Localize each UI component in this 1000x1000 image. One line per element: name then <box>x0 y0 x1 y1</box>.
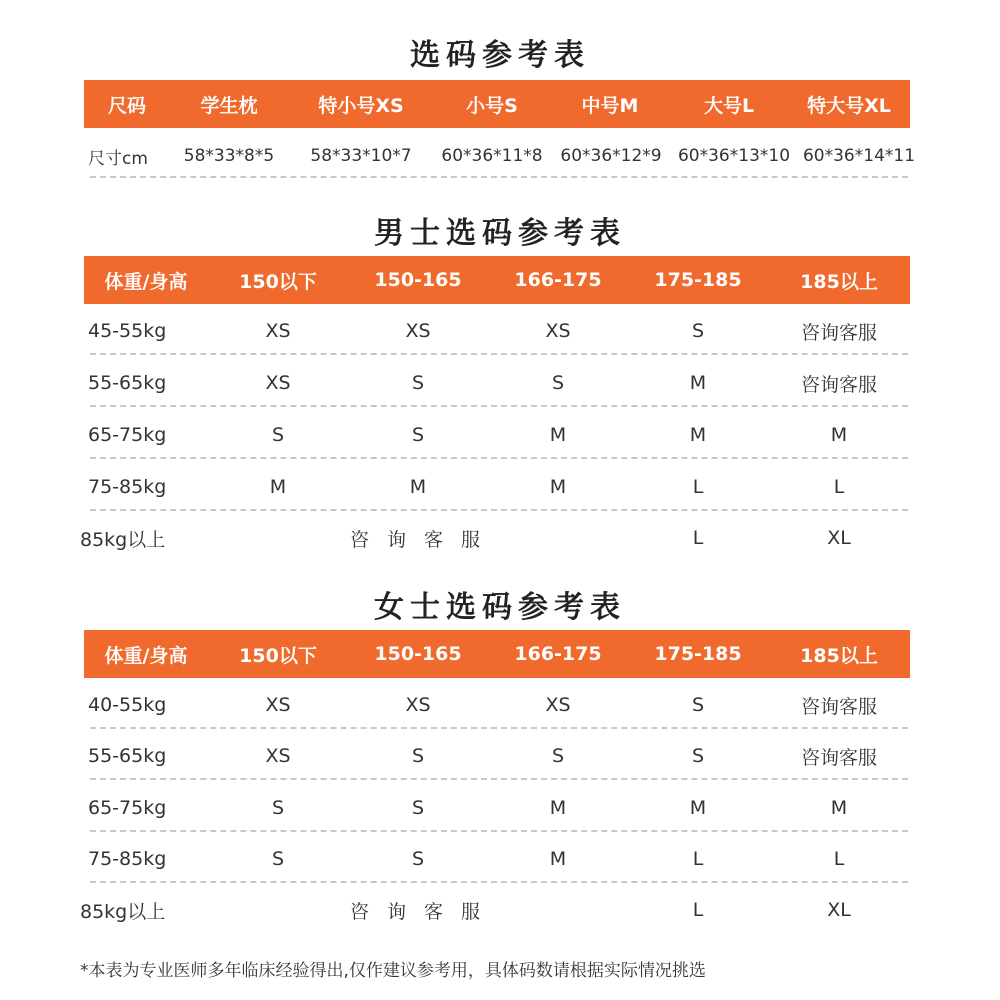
divider <box>90 353 908 355</box>
header-cell: 体重/身高 <box>104 270 188 293</box>
divider <box>90 509 908 511</box>
header-cell: 166-175 <box>514 643 602 665</box>
header-cell: 尺码 <box>107 94 146 117</box>
women-table-header <box>84 630 910 678</box>
table-cell: S <box>271 424 285 446</box>
men-table-title: 男士选码参考表 <box>374 216 626 251</box>
divider <box>90 778 908 780</box>
table-cell: 60*36*11*8 <box>441 146 543 166</box>
table-cell: M <box>269 476 287 498</box>
row-label: 尺寸cm <box>88 148 148 169</box>
table-cell: XS <box>405 320 431 342</box>
table-cell: XS <box>265 745 291 767</box>
header-cell: 175-185 <box>654 269 742 291</box>
table-cell: L <box>833 848 845 870</box>
span-cell: 咨询客服 <box>349 900 498 923</box>
table-cell: M <box>549 476 567 498</box>
row-label: 75-85kg <box>88 476 167 498</box>
footnote: *本表为专业医师多年临床经验得出,仅作建议参考用，具体码数请根据实际情况挑选 <box>80 961 706 981</box>
women-table-title: 女士选码参考表 <box>374 590 626 625</box>
row-label: 65-75kg <box>88 797 167 819</box>
divider <box>90 830 908 832</box>
table-row <box>84 131 916 181</box>
header-cell: 166-175 <box>514 269 602 291</box>
table-cell: S <box>271 797 285 819</box>
row-label: 75-85kg <box>88 848 167 870</box>
table-cell: S <box>411 424 425 446</box>
table-cell: M <box>549 797 567 819</box>
table-row <box>80 513 910 563</box>
table-cell: S <box>411 848 425 870</box>
table-cell: XL <box>827 527 851 549</box>
table-cell: XS <box>545 694 571 716</box>
table-cell: L <box>692 476 704 498</box>
header-cell: 175-185 <box>654 643 742 665</box>
header-cell: 150-165 <box>374 269 462 291</box>
row-label: 85kg以上 <box>80 528 166 551</box>
header-cell: 小号S <box>466 94 518 117</box>
table-cell: M <box>830 424 848 446</box>
table-cell: S <box>691 320 705 342</box>
header-cell: 185以上 <box>800 270 878 293</box>
table-cell: M <box>409 476 427 498</box>
table-cell: 咨询客服 <box>800 746 877 769</box>
size-table-header <box>84 80 910 128</box>
table-cell: XS <box>265 694 291 716</box>
table-cell: L <box>833 476 845 498</box>
table-row <box>84 783 910 833</box>
header-cell: 150-165 <box>374 643 462 665</box>
row-label: 45-55kg <box>88 320 167 342</box>
table-row <box>84 731 910 781</box>
table-cell: 58*33*8*5 <box>183 146 275 166</box>
header-cell: 150以下 <box>239 644 317 667</box>
table-cell: XS <box>265 320 291 342</box>
header-cell: 体重/身高 <box>104 644 188 667</box>
table-cell: S <box>691 694 705 716</box>
table-cell: 58*33*10*7 <box>310 146 412 166</box>
table-cell: M <box>689 372 707 394</box>
table-cell: S <box>551 745 565 767</box>
header-cell: 学生枕 <box>200 94 258 117</box>
table-cell: XS <box>265 372 291 394</box>
table-cell: M <box>689 797 707 819</box>
header-cell: 150以下 <box>239 270 317 293</box>
table-cell: S <box>551 372 565 394</box>
table-cell: S <box>271 848 285 870</box>
divider <box>90 176 908 178</box>
divider <box>90 457 908 459</box>
header-cell: 特小号XS <box>318 94 404 117</box>
table-cell: XS <box>405 694 431 716</box>
table-cell: 60*36*14*11 <box>802 146 916 166</box>
table-row <box>84 306 910 356</box>
span-cell: 咨询客服 <box>349 528 498 551</box>
size-table-title: 选码参考表 <box>410 38 590 73</box>
row-label: 65-75kg <box>88 424 167 446</box>
row-label: 55-65kg <box>88 372 167 394</box>
table-cell: 60*36*13*10 <box>677 146 791 166</box>
table-cell: 咨询客服 <box>800 373 877 396</box>
divider <box>90 405 908 407</box>
header-cell: 大号L <box>703 94 755 117</box>
table-cell: S <box>411 372 425 394</box>
header-cell: 185以上 <box>800 644 878 667</box>
table-row <box>84 358 910 408</box>
table-cell: L <box>692 848 704 870</box>
table-row <box>84 410 910 460</box>
table-row <box>80 885 910 935</box>
table-row <box>84 834 910 884</box>
row-label: 85kg以上 <box>80 900 166 923</box>
table-cell: XS <box>545 320 571 342</box>
table-cell: S <box>411 745 425 767</box>
header-cell: 中号M <box>581 94 639 117</box>
table-cell: S <box>411 797 425 819</box>
table-cell: 60*36*12*9 <box>560 146 662 166</box>
divider <box>90 881 908 883</box>
row-label: 40-55kg <box>88 694 167 716</box>
header-cell: 特大号XL <box>807 94 891 117</box>
table-cell: L <box>692 527 704 549</box>
divider <box>90 727 908 729</box>
table-cell: XL <box>827 899 851 921</box>
table-cell: 咨询客服 <box>800 695 877 718</box>
row-label: 55-65kg <box>88 745 167 767</box>
table-cell: 咨询客服 <box>800 321 877 344</box>
table-cell: S <box>691 745 705 767</box>
table-cell: L <box>692 899 704 921</box>
table-cell: M <box>689 424 707 446</box>
men-table-header <box>84 256 910 304</box>
table-cell: M <box>549 848 567 870</box>
table-row <box>84 462 910 512</box>
table-row <box>84 680 910 730</box>
table-cell: M <box>830 797 848 819</box>
table-cell: M <box>549 424 567 446</box>
